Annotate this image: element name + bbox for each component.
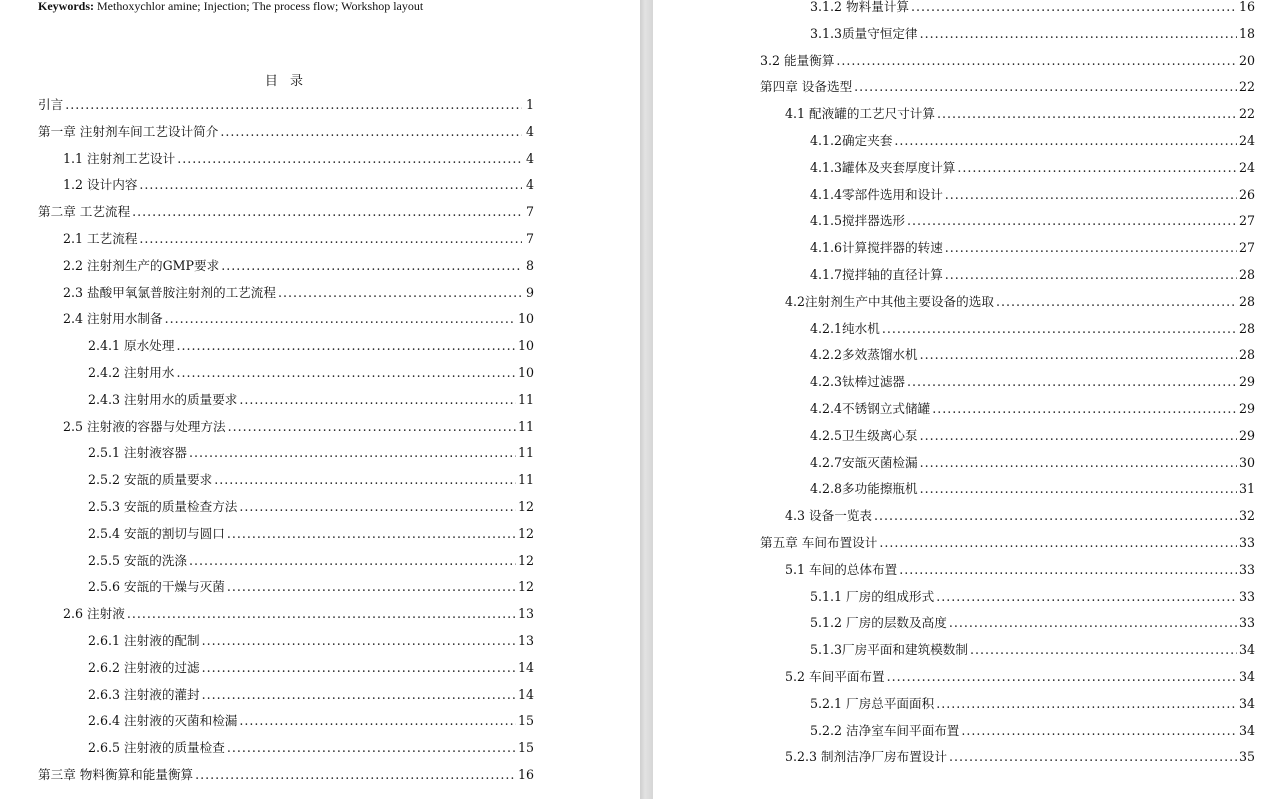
toc-entry[interactable] [785,104,1255,124]
toc-entry-page-number: 15 [517,740,534,756]
keywords-text: Methoxychlor amine; Injection; The process flow; Workshop layout [94,0,424,13]
toc-entry-page-number: 4 [525,150,534,166]
toc-entry-label: 5.1.3厂房平面和建筑模数制 [810,642,968,658]
toc-entry-page-number: 12 [517,499,534,514]
toc-leader-dots [239,390,516,410]
toc-leader-dots [894,131,1237,151]
toc-entry[interactable] [810,479,1255,499]
toc-entry[interactable] [810,372,1255,392]
toc-leader-dots [899,560,1237,580]
toc-entry-label: 2.6 注射液 [63,606,125,622]
toc-entry[interactable] [88,336,534,356]
toc-entry[interactable] [88,443,534,463]
toc-entry-label: 4.3 设备一览表 [785,508,873,524]
toc-leader-dots [228,417,516,437]
toc-entry-label: 2.5.4 安瓿的割切与圆口 [88,525,225,541]
toc-entry[interactable] [88,390,534,410]
toc-entry[interactable] [63,175,534,195]
toc-entry-label: 4.2.2多效蒸馏水机 [810,347,918,363]
toc-entry[interactable] [63,417,534,437]
toc-entry-page-number: 11 [517,391,534,407]
toc-entry-page-number: 15 [517,713,534,729]
toc-entry[interactable] [88,631,534,651]
toc-entry-label: 2.6.2 注射液的过滤 [88,659,200,675]
toc-entry-page-number: 33 [1238,588,1255,604]
toc-entry-label: 4.1 配液罐的工艺尺寸计算 [785,106,935,122]
toc-entry[interactable] [88,711,534,731]
toc-entry[interactable] [88,524,534,544]
toc-leader-dots [854,77,1237,97]
toc-entry-label: 2.4.1 原水处理 [88,338,175,354]
toc-leader-dots [874,506,1237,526]
toc-leader-dots [132,202,522,222]
toc-leader-dots [920,426,1237,446]
toc-entry-label: 2.6.1 注射液的配制 [88,633,200,648]
toc-entry-page-number: 33 [1238,561,1255,577]
toc-leader-dots [882,319,1237,339]
toc-entry-page-number: 7 [525,204,534,220]
toc-leader-dots [945,265,1237,285]
toc-entry-label: 4.2.1纯水机 [810,320,880,336]
toc-entry-page-number: 13 [517,606,534,622]
toc-entry-page-number: 29 [1238,401,1255,416]
toc-leader-dots [65,95,522,115]
toc-entry[interactable] [810,694,1255,714]
toc-entry-label: 3.2 能量衡算 [760,52,835,68]
toc-entry-label: 第三章 物料衡算和能量衡算 [38,767,194,782]
toc-leader-dots [961,721,1237,741]
toc-entry-page-number: 14 [517,659,534,675]
toc-entry-page-number: 7 [525,231,534,246]
toc-entry[interactable] [810,613,1255,633]
toc-entry[interactable] [38,202,534,222]
toc-leader-dots [189,443,516,463]
toc-entry-page-number: 14 [517,686,534,702]
toc-entry-page-number: 12 [517,552,534,568]
toc-entry-page-number: 32 [1238,508,1255,524]
toc-entry-page-number: 18 [1238,25,1255,41]
toc-entry-label: 第一章 注射剂车间工艺设计简介 [38,123,219,139]
toc-title: 目 录 [264,74,308,89]
toc-entry-page-number: 16 [517,767,534,782]
toc-entry-page-number: 29 [1238,374,1255,390]
toc-entry-page-number: 4 [525,123,534,139]
toc-entry-label: 4.2.4不锈钢立式储罐 [810,401,931,416]
toc-entry-page-number: 31 [1238,481,1255,497]
toc-entry-label: 5.2.2 洁净室车间平面布置 [810,722,960,738]
toc-entry-page-number: 13 [517,633,534,648]
toc-leader-dots [945,238,1237,258]
toc-entry[interactable] [63,149,534,169]
toc-entry[interactable] [88,685,534,705]
toc-entry-label: 5.1 车间的总体布置 [785,561,898,577]
toc-entry-page-number: 8 [525,257,534,273]
toc-entry-label: 4.2.3钛棒过滤器 [810,374,906,390]
toc-leader-dots [189,551,516,571]
toc-entry-page-number: 28 [1238,320,1255,336]
toc-leader-dots [202,658,516,678]
keywords-label: Keywords: [38,0,94,13]
toc-entry-label: 1.2 设计内容 [63,177,138,193]
toc-entry-label: 5.1.2 厂房的层数及高度 [810,615,947,631]
toc-entry[interactable] [88,577,534,597]
toc-leader-dots [945,185,1237,205]
toc-entry-page-number: 12 [517,579,534,595]
toc-entry[interactable] [38,765,534,785]
toc-entry[interactable] [810,640,1255,660]
toc-entry-page-number: 27 [1238,240,1255,256]
toc-entry-page-number: 10 [517,365,534,380]
toc-entry[interactable] [63,256,534,276]
toc-entry[interactable] [63,229,534,249]
toc-entry[interactable] [88,470,534,490]
toc-leader-dots [907,211,1237,231]
toc-entry-page-number: 24 [1238,159,1255,175]
toc-entry-label: 2.4.2 注射用水 [88,365,175,380]
toc-leader-dots [176,363,516,383]
toc-leader-dots [907,372,1237,392]
toc-leader-dots [239,497,516,517]
toc-entry-label: 5.2.1 厂房总平面面积 [810,695,935,711]
toc-entry[interactable] [810,0,1255,17]
toc-entry[interactable] [785,292,1255,312]
toc-entry-page-number: 11 [517,472,534,488]
document-page-right [653,0,1261,799]
toc-entry-page-number: 22 [1238,106,1255,122]
toc-entry[interactable] [810,721,1255,741]
toc-entry[interactable] [810,265,1255,285]
toc-entry-page-number: 16 [1238,0,1255,14]
toc-entry[interactable] [810,345,1255,365]
toc-entry-page-number: 20 [1238,52,1255,68]
toc-entry-label: 3.1.3质量守恒定律 [810,25,918,41]
toc-leader-dots [220,122,522,142]
toc-leader-dots [139,175,522,195]
toc-entry-page-number: 27 [1238,213,1255,229]
toc-leader-dots [165,309,516,329]
toc-entry-label: 第二章 工艺流程 [38,204,131,220]
toc-entry[interactable] [785,667,1255,687]
toc-entry-page-number: 24 [1238,133,1255,148]
toc-entry-label: 第四章 设备选型 [760,79,853,95]
toc-entry[interactable] [88,738,534,758]
toc-entry-label: 4.1.6计算搅拌器的转速 [810,240,943,256]
toc-entry-label: 2.5 注射液的容器与处理方法 [63,418,226,434]
toc-entry-page-number: 28 [1238,267,1255,282]
toc-entry-page-number: 1 [525,97,534,112]
toc-entry-label: 4.1.3罐体及夹套厚度计算 [810,159,956,175]
toc-entry-page-number: 33 [1238,615,1255,631]
toc-entry-label: 4.1.2确定夹套 [810,133,893,148]
toc-entry-label: 4.1.5搅拌器选形 [810,213,906,229]
toc-entry-label: 2.6.3 注射液的灌封 [88,686,200,702]
toc-leader-dots [879,533,1237,553]
toc-entry-page-number: 12 [517,525,534,541]
toc-entry-label: 2.5.6 安瓿的干燥与灭菌 [88,579,225,595]
toc-leader-dots [932,399,1237,419]
toc-entry[interactable] [63,604,534,624]
toc-entry-page-number: 34 [1238,669,1255,684]
toc-entry[interactable] [88,551,534,571]
toc-leader-dots [227,738,516,758]
toc-entry-page-number: 11 [517,418,534,434]
toc-entry-label: 2.5.1 注射液容器 [88,445,188,461]
toc-entry[interactable] [810,453,1255,473]
toc-leader-dots [227,524,516,544]
toc-entry-label: 4.1.4零部件选用和设计 [810,186,943,202]
toc-entry-label: 5.2 车间平面布置 [785,669,885,684]
toc-entry[interactable] [810,24,1255,44]
page-gutter [640,0,653,799]
toc-leader-dots [936,587,1237,607]
toc-entry-label: 5.1.1 厂房的组成形式 [810,588,935,604]
toc-entry[interactable] [810,587,1255,607]
toc-entry[interactable] [785,747,1255,767]
toc-entry[interactable] [810,319,1255,339]
toc-entry[interactable] [810,131,1255,151]
toc-leader-dots [127,604,516,624]
toc-entry-page-number: 26 [1238,186,1255,202]
toc-leader-dots [202,685,516,705]
toc-leader-dots [957,158,1237,178]
toc-entry[interactable] [810,211,1255,231]
toc-entry-label: 2.5.2 安瓿的质量要求 [88,472,213,488]
toc-entry-label: 2.1 工艺流程 [63,231,138,246]
toc-entry[interactable] [63,309,534,329]
toc-leader-dots [920,345,1237,365]
toc-entry[interactable] [38,95,534,115]
toc-entry-page-number: 11 [517,445,534,461]
toc-leader-dots [920,479,1237,499]
toc-leader-dots [949,613,1237,633]
keywords-line [38,0,423,14]
toc-leader-dots [239,711,516,731]
toc-entry-label: 4.2.7安瓿灭菌检漏 [810,454,918,470]
toc-entry[interactable] [38,122,534,142]
toc-leader-dots [202,631,516,651]
toc-entry-label: 第五章 车间布置设计 [760,535,878,550]
toc-leader-dots [176,336,516,356]
toc-leader-dots [920,24,1237,44]
toc-entry[interactable] [88,497,534,517]
toc-entry[interactable] [88,363,534,383]
toc-entry-label: 2.6.5 注射液的质量检查 [88,740,225,756]
toc-leader-dots [887,667,1237,687]
toc-entry[interactable] [88,658,534,678]
toc-leader-dots [139,229,522,249]
toc-entry-page-number: 29 [1238,427,1255,443]
toc-entry[interactable] [760,77,1255,97]
toc-entry-label: 2.6.4 注射液的灭菌和检漏 [88,713,238,729]
toc-entry-page-number: 34 [1238,722,1255,738]
toc-entry-page-number: 35 [1238,749,1255,765]
toc-entry-label: 5.2.3 制剂洁净厂房布置设计 [785,749,947,765]
toc-entry[interactable] [810,158,1255,178]
toc-entry[interactable] [760,51,1255,71]
toc-entry-label: 2.5.3 安瓿的质量检查方法 [88,499,238,514]
toc-entry-page-number: 28 [1238,293,1255,309]
toc-entry[interactable] [810,185,1255,205]
toc-entry-page-number: 33 [1238,535,1255,550]
toc-leader-dots [214,470,516,490]
toc-leader-dots [227,577,516,597]
toc-entry-label: 2.4.3 注射用水的质量要求 [88,391,238,407]
toc-entry[interactable] [810,426,1255,446]
toc-entry-label: 2.3 盐酸甲氧氯普胺注射剂的工艺流程 [63,284,276,300]
toc-entry-label: 2.5.5 安瓿的洗涤 [88,552,188,568]
toc-entry-label: 2.4 注射用水制备 [63,311,163,327]
toc-entry-label: 2.2 注射剂生产的GMP要求 [63,257,220,273]
toc-entry-label: 4.2.8多功能擦瓶机 [810,481,918,497]
toc-entry-label: 3.1.2 物料量计算 [810,0,910,14]
toc-entry[interactable] [785,506,1255,526]
toc-leader-dots [996,292,1237,312]
toc-entry-page-number: 10 [517,311,534,327]
toc-entry[interactable] [760,533,1255,553]
toc-leader-dots [836,51,1237,71]
toc-entry-label: 4.2.5卫生级离心泵 [810,427,918,443]
toc-entry[interactable] [63,283,534,303]
toc-entry-label: 4.2注射剂生产中其他主要设备的选取 [785,293,994,309]
toc-entry-page-number: 28 [1238,347,1255,363]
toc-leader-dots [177,149,522,169]
toc-entry-page-number: 30 [1238,454,1255,470]
toc-entry-label: 引言 [38,97,64,112]
toc-leader-dots [937,104,1237,124]
toc-entry-page-number: 34 [1238,642,1255,658]
toc-entry-page-number: 4 [525,177,534,193]
toc-leader-dots [936,694,1237,714]
toc-entry[interactable] [810,238,1255,258]
toc-leader-dots [911,0,1237,17]
toc-entry-page-number: 10 [517,338,534,354]
toc-entry-label: 4.1.7搅拌轴的直径计算 [810,267,943,282]
toc-entry-page-number: 34 [1238,695,1255,711]
toc-entry-page-number: 22 [1238,79,1255,95]
toc-leader-dots [278,283,522,303]
toc-leader-dots [970,640,1237,660]
toc-entry[interactable] [785,560,1255,580]
toc-entry-label: 1.1 注射剂工艺设计 [63,150,176,166]
toc-entry[interactable] [810,399,1255,419]
toc-leader-dots [920,453,1237,473]
toc-leader-dots [949,747,1237,767]
toc-entry-page-number: 9 [525,284,534,300]
toc-leader-dots [195,765,516,785]
toc-leader-dots [221,256,522,276]
